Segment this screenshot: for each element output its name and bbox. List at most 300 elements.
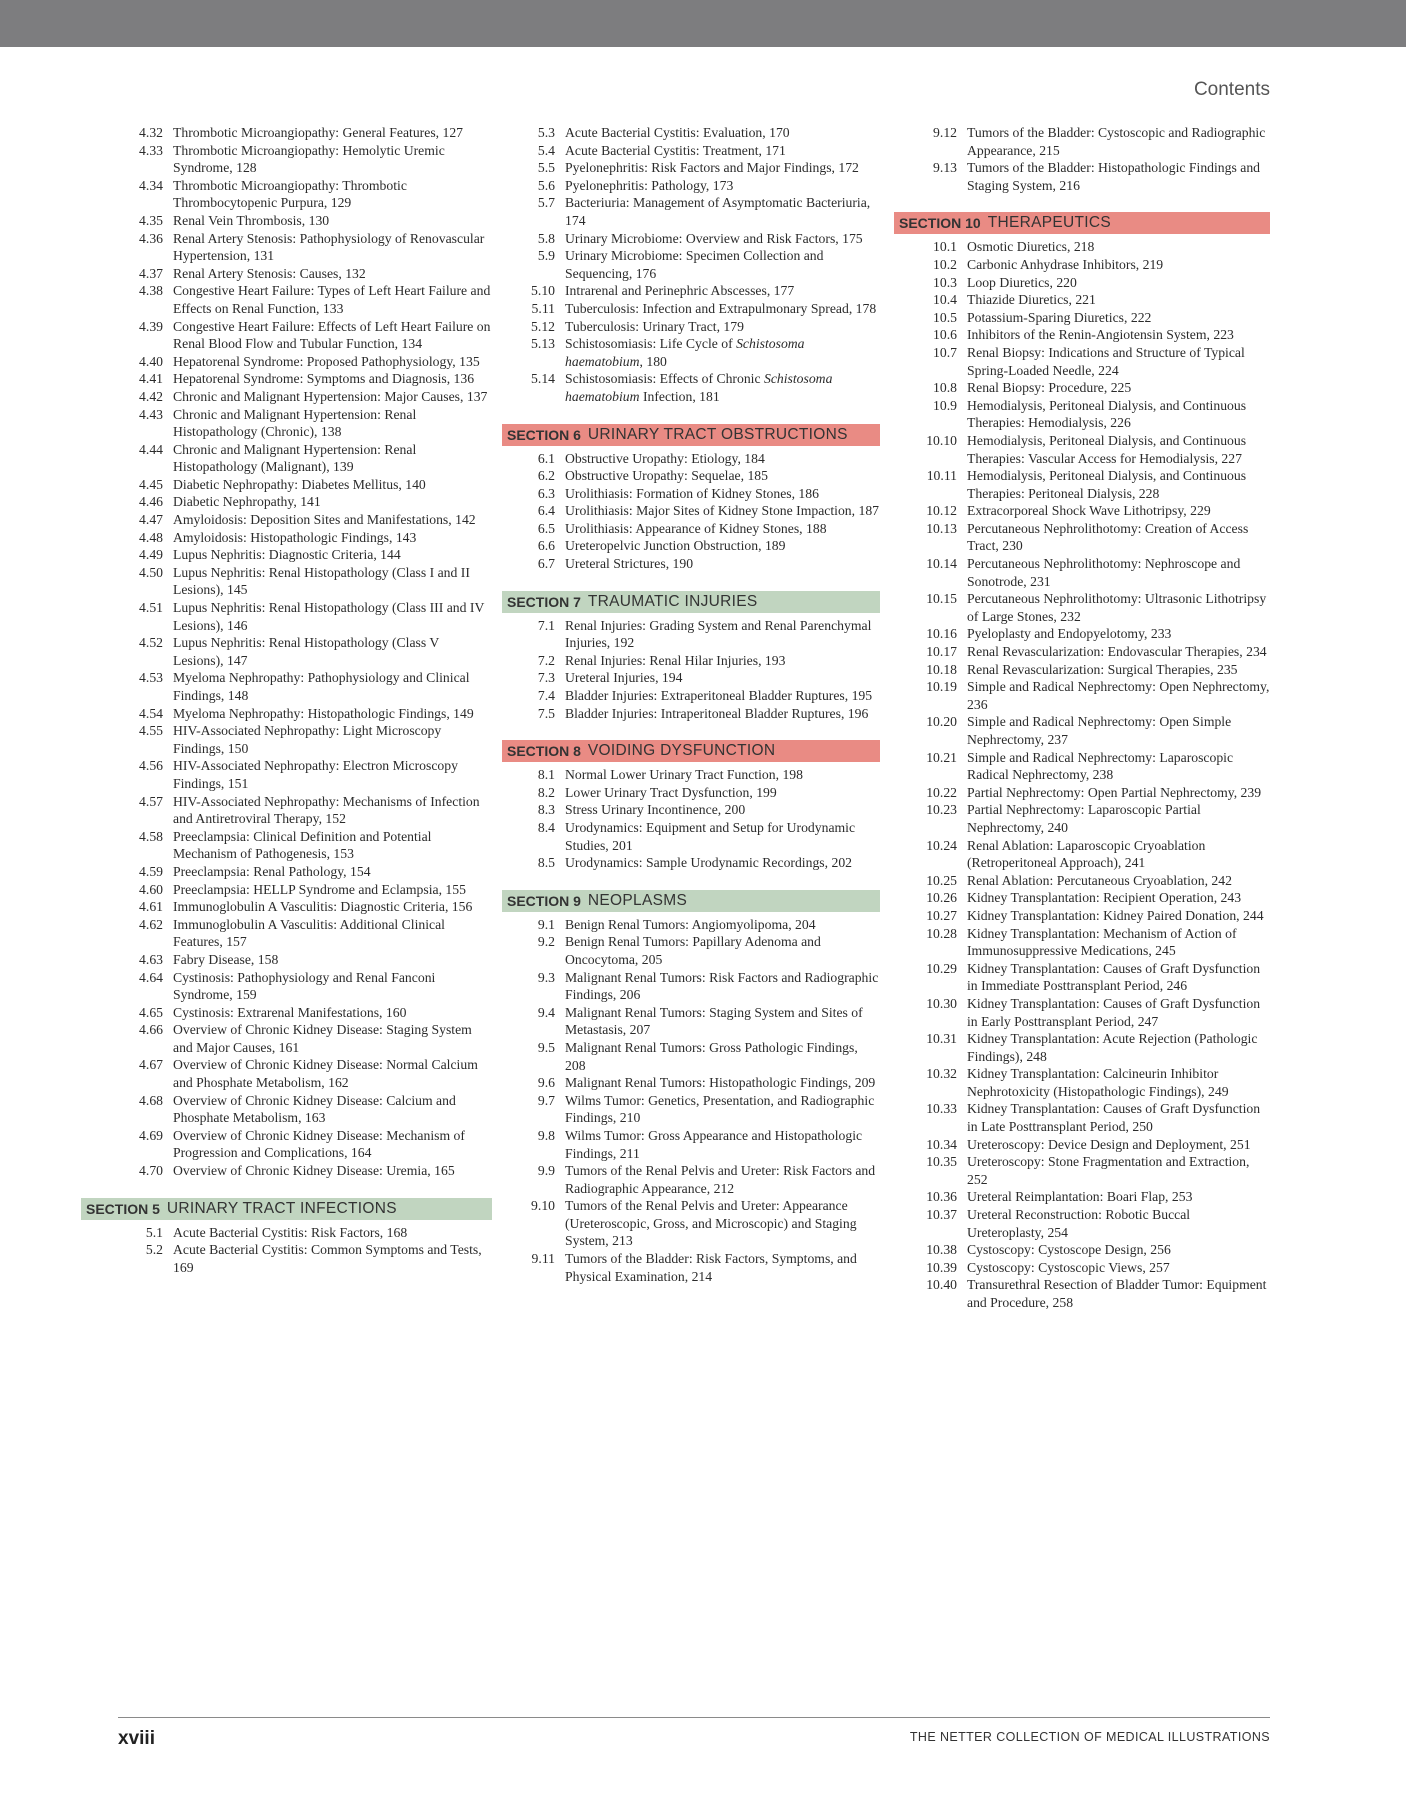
toc-entry[interactable]: [510, 854, 880, 872]
entry-number: 9.11: [531, 1251, 555, 1267]
entry-title: Cystinosis: Extrarenal Manifestations, 160: [173, 1004, 407, 1020]
entry-number: 10.35: [926, 1154, 957, 1170]
entry-title: Partial Nephrectomy: Open Partial Nephrectomy, 239: [967, 784, 1262, 800]
entry-title: Tumors of the Bladder: Cystoscopic and Radiographic Appearance, 215: [967, 125, 1266, 158]
toc-entry[interactable]: [902, 837, 1270, 872]
entry-title: Urinary Microbiome: Overview and Risk Factors, 175: [565, 230, 863, 246]
toc-entry[interactable]: [510, 1127, 880, 1162]
toc-entry[interactable]: [118, 564, 492, 599]
toc-entry[interactable]: [510, 230, 880, 248]
entry-number: 4.66: [139, 1022, 163, 1038]
toc-entry[interactable]: [510, 1004, 880, 1039]
toc-entry[interactable]: [118, 1224, 492, 1242]
collection-title: THE NETTER COLLECTION OF MEDICAL ILLUSTRATIONS: [909, 1730, 1270, 1744]
toc-entry[interactable]: [902, 713, 1270, 748]
entry-number: 4.50: [139, 564, 163, 580]
toc-entry[interactable]: [510, 370, 880, 405]
entry-title: Urolithiasis: Formation of Kidney Stones, 186: [565, 485, 819, 501]
toc-entry[interactable]: [902, 555, 1270, 590]
toc-entry[interactable]: [902, 749, 1270, 784]
toc-entry[interactable]: [118, 1021, 492, 1056]
entry-number: 4.41: [139, 371, 163, 387]
toc-entry[interactable]: [902, 801, 1270, 836]
entry-title: Pyelonephritis: Risk Factors and Major Findings, 172: [565, 160, 859, 176]
toc-entry[interactable]: [118, 511, 492, 529]
entry-title: Tumors of the Bladder: Histopathologic Findings and Staging System, 216: [967, 160, 1261, 193]
section-header: [502, 890, 880, 912]
toc-entry[interactable]: [118, 828, 492, 863]
toc-entry[interactable]: [510, 916, 880, 934]
entry-title: Hemodialysis, Peritoneal Dialysis, and Continuous Therapies: Vascular Access for Hemodialysis, 227: [967, 432, 1247, 466]
toc-entry[interactable]: [902, 1136, 1270, 1154]
entry-number: 4.57: [139, 793, 163, 809]
entry-number: 4.34: [139, 177, 163, 193]
entry-number: 9.5: [537, 1039, 555, 1055]
toc-entry[interactable]: [902, 309, 1270, 327]
entry-title: Tuberculosis: Urinary Tract, 179: [565, 318, 744, 334]
toc-entry[interactable]: [902, 326, 1270, 344]
toc-entry[interactable]: [510, 142, 880, 160]
entry-title: Diabetic Nephropathy: Diabetes Mellitus, 140: [173, 476, 426, 492]
toc-entry[interactable]: [902, 1259, 1270, 1277]
toc-entry[interactable]: [510, 335, 880, 370]
toc-entry[interactable]: [510, 1039, 880, 1074]
section-number: SECTION 8: [507, 743, 581, 760]
entry-title: Lupus Nephritis: Renal Histopathology (Class I and II Lesions), 145: [173, 564, 470, 598]
entry-title: Carbonic Anhydrase Inhibitors, 219: [967, 256, 1164, 272]
entry-title: Overview of Chronic Kidney Disease: Uremia, 165: [173, 1163, 455, 1179]
section-header: [81, 1198, 492, 1220]
entry-number: 5.12: [531, 318, 555, 334]
toc-entry[interactable]: [510, 159, 880, 177]
toc-entry[interactable]: [118, 353, 492, 371]
entry-title: Renal Artery Stenosis: Pathophysiology of Renovascular Hypertension, 131: [173, 230, 485, 264]
entry-number: 10.1: [933, 239, 957, 255]
entry-title: Fabry Disease, 158: [173, 951, 279, 967]
toc-entry[interactable]: [118, 230, 492, 265]
entry-title: Stress Urinary Incontinence, 200: [565, 802, 746, 818]
toc-entry[interactable]: [902, 590, 1270, 625]
toc-entry[interactable]: [902, 1276, 1270, 1311]
toc-entry[interactable]: [902, 467, 1270, 502]
entry-title: Myeloma Nephropathy: Pathophysiology and Clinical Findings, 148: [173, 670, 470, 703]
toc-entry[interactable]: [510, 318, 880, 336]
entry-title: Schistosomiasis: Life Cycle of Schistosoma haematobium, 180: [565, 336, 805, 369]
entry-title: HIV-Associated Nephropathy: Electron Microscopy Findings, 151: [173, 758, 458, 791]
toc-entry[interactable]: [118, 705, 492, 723]
entry-title: Malignant Renal Tumors: Risk Factors and Radiographic Findings, 206: [565, 969, 879, 1003]
entry-number: 4.53: [139, 670, 163, 686]
entry-number: 8.1: [537, 767, 555, 783]
toc-entry[interactable]: [510, 969, 880, 1004]
entry-title: Renal Revascularization: Endovascular Therapies, 234: [967, 644, 1267, 660]
entry-number: 10.4: [933, 292, 957, 308]
toc-entry[interactable]: [118, 1092, 492, 1127]
toc-entry[interactable]: [902, 238, 1270, 256]
entry-number: 6.4: [537, 503, 555, 519]
running-head: Contents: [1193, 79, 1270, 100]
entry-number: 4.59: [139, 863, 163, 879]
toc-entry[interactable]: [902, 344, 1270, 379]
entry-number: 5.9: [537, 248, 555, 264]
entry-title: Intrarenal and Perinephric Abscesses, 177: [565, 283, 795, 299]
toc-entry[interactable]: [902, 159, 1270, 194]
footer-rule: [118, 1717, 1270, 1718]
toc-entry[interactable]: [118, 370, 492, 388]
toc-entry[interactable]: [902, 907, 1270, 925]
entry-number: 4.58: [139, 828, 163, 844]
toc-entry[interactable]: [510, 485, 880, 503]
entry-title: Kidney Transplantation: Calcineurin Inhibitor Nephrotoxicity (Histopathologic Findings), 249: [967, 1066, 1229, 1099]
entry-number: 4.44: [139, 441, 163, 457]
entry-title: Kidney Transplantation: Acute Rejection (Pathologic Findings), 248: [967, 1031, 1258, 1064]
entry-number: 6.7: [537, 556, 555, 572]
toc-entry[interactable]: [118, 1162, 492, 1180]
toc-entry[interactable]: [510, 1250, 880, 1285]
entry-number: 5.1: [145, 1224, 163, 1240]
entry-number: 10.39: [926, 1259, 957, 1275]
entry-number: 10.20: [926, 714, 957, 730]
toc-entry[interactable]: [902, 643, 1270, 661]
entry-number: 8.2: [537, 784, 555, 800]
entry-title: Pyelonephritis: Pathology, 173: [565, 177, 734, 193]
entry-number: 10.7: [933, 344, 957, 360]
toc-entry[interactable]: [118, 406, 492, 441]
entry-title: Benign Renal Tumors: Angiomyolipoma, 204: [565, 916, 816, 932]
entry-number: 8.4: [537, 820, 555, 835]
entry-title: Ureteral Reconstruction: Robotic Buccal Ureteroplasty, 254: [967, 1207, 1191, 1240]
toc-entry[interactable]: [510, 300, 880, 318]
entry-number: 5.3: [537, 125, 555, 140]
toc-entry[interactable]: [510, 282, 880, 300]
entry-number: 4.35: [139, 212, 163, 228]
toc-entry[interactable]: [902, 397, 1270, 432]
section-title: URINARY TRACT OBSTRUCTIONS: [587, 425, 848, 443]
entry-title: Potassium-Sparing Diuretics, 222: [967, 309, 1152, 325]
entry-number: 8.5: [537, 855, 555, 871]
toc-entry[interactable]: [118, 898, 492, 916]
toc-entry[interactable]: [902, 678, 1270, 713]
entry-title: Kidney Transplantation: Causes of Graft Dysfunction in Immediate Posttransplant Period, 246: [967, 960, 1261, 994]
entry-number: 10.37: [926, 1207, 957, 1223]
entry-title: Hepatorenal Syndrome: Symptoms and Diagnosis, 136: [173, 371, 475, 387]
entry-title: Immunoglobulin A Vasculitis: Additional Clinical Features, 157: [173, 916, 445, 950]
entry-title: Normal Lower Urinary Tract Function, 198: [565, 767, 803, 783]
entry-title: Kidney Transplantation: Causes of Graft Dysfunction in Early Posttransplant Period, 247: [967, 995, 1261, 1029]
entry-title: Loop Diuretics, 220: [967, 274, 1077, 290]
toc-entry[interactable]: [510, 194, 880, 229]
entry-title: Percutaneous Nephrolithotomy: Nephroscope and Sonotrode, 231: [967, 556, 1241, 589]
entry-number: 10.13: [926, 520, 957, 536]
toc-entry[interactable]: [118, 1127, 492, 1162]
entry-number: 5.6: [537, 177, 555, 193]
entry-title: Percutaneous Nephrolithotomy: Creation of Access Tract, 230: [967, 520, 1249, 554]
toc-entry[interactable]: [902, 784, 1270, 802]
entry-number: 10.10: [926, 432, 957, 448]
entry-number: 4.32: [139, 125, 163, 140]
entry-title: Urodynamics: Sample Urodynamic Recordings, 202: [565, 855, 853, 871]
entry-title: Renal Biopsy: Procedure, 225: [967, 380, 1132, 396]
toc-entry[interactable]: [902, 1100, 1270, 1135]
entry-title: Renal Injuries: Grading System and Renal Parenchymal Injuries, 192: [565, 617, 872, 651]
toc-entry[interactable]: [118, 757, 492, 792]
entry-title: Congestive Heart Failure: Effects of Left Heart Failure on Renal Blood Flow and Tubular Function, 134: [173, 318, 491, 352]
section-title: NEOPLASMS: [587, 891, 688, 909]
toc-entry[interactable]: [510, 669, 880, 687]
toc-entry[interactable]: [118, 969, 492, 1004]
entry-number: 6.6: [537, 538, 555, 554]
entry-number: 4.56: [139, 758, 163, 774]
section-header: [502, 740, 880, 762]
toc-entry[interactable]: [902, 625, 1270, 643]
entry-number: 9.4: [537, 1004, 555, 1020]
entry-number: 10.2: [933, 256, 957, 272]
entry-title: Bladder Injuries: Intraperitoneal Bladder Ruptures, 196: [565, 705, 869, 721]
toc-entry[interactable]: [118, 599, 492, 634]
toc-entry[interactable]: [902, 1206, 1270, 1241]
entry-number: 10.12: [926, 503, 957, 519]
entry-title: Renal Ablation: Percutaneous Cryoablation, 242: [967, 872, 1232, 888]
toc-entry[interactable]: [118, 388, 492, 406]
entry-title: Osmotic Diuretics, 218: [967, 239, 1095, 255]
toc-entry[interactable]: [902, 1188, 1270, 1206]
toc-column-2: [507, 124, 880, 1285]
toc-entry[interactable]: [510, 1074, 880, 1092]
toc-entry[interactable]: [118, 212, 492, 230]
toc-entry[interactable]: [902, 379, 1270, 397]
entry-number: 10.40: [926, 1277, 957, 1293]
entry-title: Acute Bacterial Cystitis: Treatment, 171: [565, 142, 786, 158]
entry-title: Overview of Chronic Kidney Disease: Staging System and Major Causes, 161: [173, 1022, 472, 1055]
entry-title: HIV-Associated Nephropathy: Light Microscopy Findings, 150: [173, 723, 442, 756]
entry-title: Simple and Radical Nephrectomy: Laparoscopic Radical Nephrectomy, 238: [967, 749, 1234, 783]
entry-title: Simple and Radical Nephrectomy: Open Simple Nephrectomy, 237: [967, 714, 1232, 747]
section-title: TRAUMATIC INJURIES: [587, 592, 758, 610]
toc-entry[interactable]: [510, 555, 880, 573]
toc-entry[interactable]: [902, 256, 1270, 274]
entry-number: 5.2: [145, 1242, 163, 1258]
toc-entry[interactable]: [510, 652, 880, 670]
toc-entry[interactable]: [510, 1162, 880, 1197]
entry-number: 5.7: [537, 195, 555, 211]
toc-entry[interactable]: [118, 951, 492, 969]
toc-entry[interactable]: [118, 546, 492, 564]
entry-number: 10.26: [926, 890, 957, 906]
toc-entry[interactable]: [118, 1241, 492, 1276]
entry-number: 4.36: [139, 230, 163, 246]
toc-entry[interactable]: [510, 1197, 880, 1250]
toc-entry[interactable]: [118, 1056, 492, 1091]
entry-number: 8.3: [537, 802, 555, 818]
toc-entry[interactable]: [510, 784, 880, 802]
entry-title: Lower Urinary Tract Dysfunction, 199: [565, 784, 777, 800]
section-title: THERAPEUTICS: [987, 214, 1112, 232]
entry-number: 10.17: [926, 644, 957, 660]
toc-entry[interactable]: [118, 1004, 492, 1022]
toc-entry[interactable]: [510, 520, 880, 538]
toc-entry[interactable]: [118, 265, 492, 283]
entry-title: Acute Bacterial Cystitis: Risk Factors, 168: [173, 1224, 408, 1240]
toc-entry[interactable]: [902, 274, 1270, 292]
entry-title: Malignant Renal Tumors: Histopathologic Findings, 209: [565, 1075, 876, 1091]
toc-entry[interactable]: [510, 801, 880, 819]
entry-number: 6.5: [537, 520, 555, 536]
entry-title: Amyloidosis: Deposition Sites and Manifestations, 142: [173, 512, 476, 528]
toc-entry[interactable]: [510, 819, 880, 854]
entry-number: 4.33: [139, 142, 163, 158]
toc-entry[interactable]: [902, 291, 1270, 309]
entry-number: 4.65: [139, 1004, 163, 1020]
toc-entry[interactable]: [118, 916, 492, 951]
toc-entry[interactable]: [118, 722, 492, 757]
toc-entry[interactable]: [118, 669, 492, 704]
entry-number: 5.11: [531, 300, 555, 316]
toc-entry[interactable]: [902, 661, 1270, 679]
entry-number: 4.67: [139, 1057, 163, 1073]
toc-entry[interactable]: [118, 177, 492, 212]
toc-entry[interactable]: [510, 177, 880, 195]
entry-number: 4.48: [139, 529, 163, 545]
toc-entry[interactable]: [510, 766, 880, 784]
toc-entry[interactable]: [902, 925, 1270, 960]
entry-number: 4.69: [139, 1127, 163, 1143]
toc-entry[interactable]: [118, 863, 492, 881]
entry-number: 10.21: [926, 749, 957, 765]
entry-number: 9.2: [537, 934, 555, 950]
entry-number: 4.55: [139, 723, 163, 739]
section-header: [502, 591, 880, 613]
toc-entry[interactable]: [118, 529, 492, 547]
toc-entry[interactable]: [902, 960, 1270, 995]
toc-entry[interactable]: [510, 502, 880, 520]
toc-entry[interactable]: [510, 450, 880, 468]
entry-title: Hemodialysis, Peritoneal Dialysis, and Continuous Therapies: Peritoneal Dialysis, 228: [967, 468, 1247, 501]
entry-title: Renal Revascularization: Surgical Therapies, 235: [967, 661, 1238, 677]
toc-entry[interactable]: [902, 1065, 1270, 1100]
entry-number: 5.4: [537, 142, 555, 158]
entry-title: Simple and Radical Nephrectomy: Open Nephrectomy, 236: [967, 679, 1270, 712]
entry-title: Lupus Nephritis: Diagnostic Criteria, 144: [173, 547, 401, 563]
entry-title: Ureteral Reimplantation: Boari Flap, 253: [967, 1189, 1193, 1205]
entry-number: 4.42: [139, 388, 163, 404]
entry-title: Cystinosis: Pathophysiology and Renal Fanconi Syndrome, 159: [173, 969, 436, 1003]
toc-entry[interactable]: [902, 432, 1270, 467]
toc-entry[interactable]: [510, 933, 880, 968]
toc-entry[interactable]: [118, 793, 492, 828]
entry-title: Lupus Nephritis: Renal Histopathology (Class V Lesions), 147: [173, 635, 440, 668]
entry-title: Immunoglobulin A Vasculitis: Diagnostic Criteria, 156: [173, 899, 473, 915]
toc-entry[interactable]: [510, 124, 880, 142]
entry-number: 9.9: [537, 1163, 555, 1179]
entry-title: Ureteroscopy: Device Design and Deployment, 251: [967, 1136, 1251, 1152]
entry-number: 10.6: [933, 327, 957, 343]
entry-title: Urolithiasis: Appearance of Kidney Stones, 188: [565, 520, 827, 536]
section-title: VOIDING DYSFUNCTION: [587, 742, 776, 760]
toc-column-3: [899, 124, 1270, 1312]
entry-title: Tuberculosis: Infection and Extrapulmonary Spread, 178: [565, 300, 877, 316]
entry-number: 7.1: [537, 617, 555, 633]
toc-entry[interactable]: [118, 282, 492, 317]
toc-entry[interactable]: [118, 142, 492, 177]
entry-title: Ureteral Injuries, 194: [565, 670, 683, 686]
entry-number: 10.24: [926, 837, 957, 853]
entry-number: 10.29: [926, 960, 957, 976]
section-number: SECTION 7: [507, 593, 581, 610]
entry-number: 4.38: [139, 283, 163, 299]
page-number: xviii: [118, 1728, 155, 1749]
entry-title: Malignant Renal Tumors: Gross Pathologic Findings, 208: [565, 1039, 858, 1073]
toc-entry[interactable]: [902, 502, 1270, 520]
entry-title: Renal Biopsy: Indications and Structure of Typical Spring-Loaded Needle, 224: [967, 344, 1245, 378]
toc-entry[interactable]: [902, 1241, 1270, 1259]
toc-entry[interactable]: [902, 124, 1270, 159]
toc-entry[interactable]: [118, 476, 492, 494]
entry-number: 9.10: [531, 1198, 555, 1214]
entry-number: 7.2: [537, 652, 555, 668]
entry-number: 10.19: [926, 679, 957, 695]
toc-entry[interactable]: [118, 493, 492, 511]
entry-number: 4.52: [139, 635, 163, 651]
toc-entry[interactable]: [902, 889, 1270, 907]
toc-entry[interactable]: [902, 1030, 1270, 1065]
entry-number: 10.25: [926, 872, 957, 888]
entry-title: Congestive Heart Failure: Types of Left Heart Failure and Effects on Renal Function, 133: [173, 283, 491, 316]
toc-entry[interactable]: [510, 537, 880, 555]
toc-entry[interactable]: [118, 441, 492, 476]
entry-title: Benign Renal Tumors: Papillary Adenoma and Oncocytoma, 205: [565, 934, 821, 967]
entry-number: 4.61: [139, 899, 163, 915]
toc-entry[interactable]: [510, 247, 880, 282]
entry-title: Wilms Tumor: Genetics, Presentation, and Radiographic Findings, 210: [565, 1092, 875, 1126]
toc-entry[interactable]: [902, 995, 1270, 1030]
entry-title: Tumors of the Renal Pelvis and Ureter: Risk Factors and Radiographic Appearance, 212: [565, 1163, 876, 1196]
toc-entry[interactable]: [510, 1092, 880, 1127]
entry-title: Overview of Chronic Kidney Disease: Calcium and Phosphate Metabolism, 163: [173, 1092, 456, 1126]
toc-entry[interactable]: [510, 467, 880, 485]
toc-entry[interactable]: [902, 520, 1270, 555]
toc-entry[interactable]: [510, 705, 880, 723]
entry-number: 5.13: [531, 336, 555, 352]
toc-entry[interactable]: [902, 1153, 1270, 1188]
entry-title: Percutaneous Nephrolithotomy: Ultrasonic Lithotripsy of Large Stones, 232: [967, 591, 1267, 624]
entry-title: Cystoscopy: Cystoscope Design, 256: [967, 1242, 1171, 1258]
entry-title: Tumors of the Renal Pelvis and Ureter: Appearance (Ureteroscopic, Gross, and Microscopic) and Staging System, 213: [565, 1198, 857, 1249]
entry-number: 4.64: [139, 969, 163, 985]
entry-title: Wilms Tumor: Gross Appearance and Histopathologic Findings, 211: [565, 1127, 863, 1161]
entry-number: 6.2: [537, 468, 555, 484]
toc-entry[interactable]: [118, 318, 492, 353]
entry-title: Chronic and Malignant Hypertension: Major Causes, 137: [173, 388, 488, 404]
entry-title: Extracorporeal Shock Wave Lithotripsy, 229: [967, 503, 1211, 519]
toc-entry[interactable]: [510, 687, 880, 705]
entry-title: Overview of Chronic Kidney Disease: Normal Calcium and Phosphate Metabolism, 162: [173, 1057, 478, 1091]
entry-title: Schistosomiasis: Effects of Chronic Schistosoma haematobium Infection, 181: [565, 371, 833, 404]
entry-title: Hepatorenal Syndrome: Proposed Pathophysiology, 135: [173, 353, 480, 369]
toc-entry[interactable]: [510, 617, 880, 652]
entry-title: Inhibitors of the Renin-Angiotensin System, 223: [967, 327, 1234, 343]
toc-entry[interactable]: [118, 634, 492, 669]
entry-number: 9.3: [537, 969, 555, 985]
toc-entry[interactable]: [118, 881, 492, 899]
entry-title: Renal Ablation: Laparoscopic Cryoablation (Retroperitoneal Approach), 241: [967, 837, 1206, 871]
toc-entry[interactable]: [118, 124, 492, 142]
entry-title: Chronic and Malignant Hypertension: Renal Histopathology (Malignant), 139: [173, 441, 417, 475]
entry-number: 4.62: [139, 916, 163, 932]
entry-number: 6.1: [537, 450, 555, 466]
entry-number: 9.12: [933, 125, 957, 140]
entry-number: 10.11: [926, 468, 957, 484]
toc-entry[interactable]: [902, 872, 1270, 890]
